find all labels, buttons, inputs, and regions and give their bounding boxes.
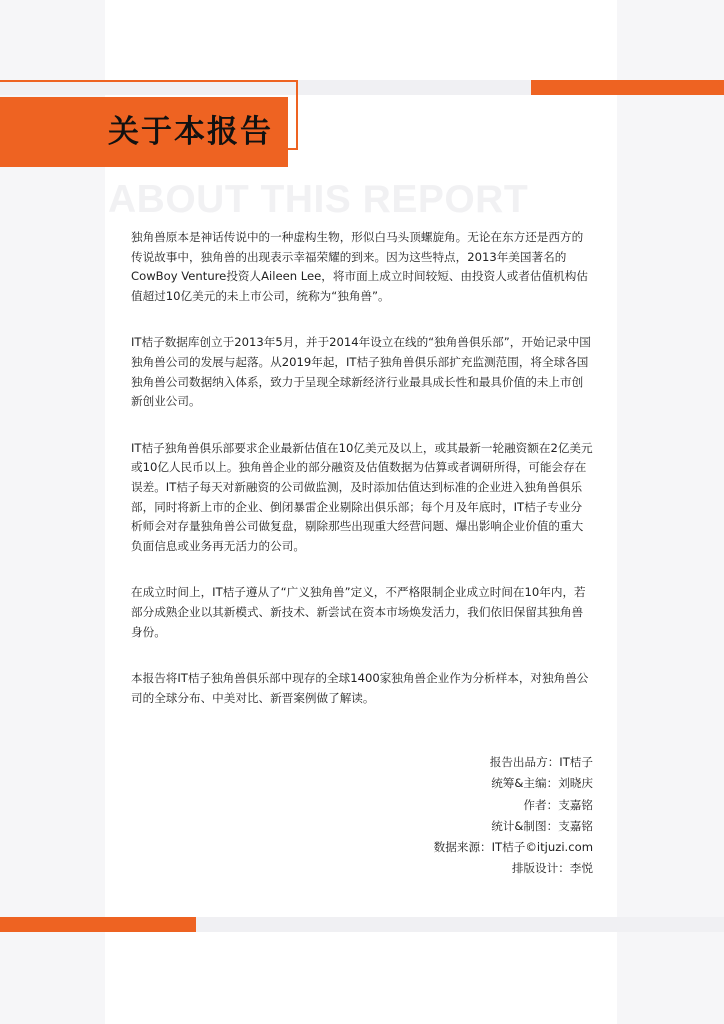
paragraph: IT桔子独角兽俱乐部要求企业最新估值在10亿美元及以上，或其最新一轮融资额在2亿美元或10亿人民币以上。独角兽企业的部分融资及估值数据为估算或者调研所得，可能会存在误差。IT桔子每天对新融资的公司做监测，及时添加估值达到标准的企业进入独角兽俱乐部，同时将新上市的企业、倒闭暴雷企业剔除出俱乐部；每个月及年底时，IT桔子专业分析师会对存量独角兽公司做复盘，剔除那些出现重大经营问题、爆出影响企业价值的重大负面信息或业务再无活力的公司。 [131, 440, 593, 553]
paragraph: 独角兽原本是神话传说中的一种虚构生物，形似白马头顶螺旋角。无论在东方还是西方的传说故事中，独角兽的出现表示幸福荣耀的到来。因为这些特点，2013年美国著名的CowBoy Venture投资人Aileen Lee，将市面上成立时间较短、由投资人或者估值机构估值超过10亿美元的未上市公司，统称为“独角兽”。 [131, 230, 588, 303]
credit-data-source: 数据来源：IT桔子©itjuzi.com [433, 840, 593, 855]
credit-author: 作者：支嘉铭 [523, 797, 593, 812]
title-watermark: ABOUT THIS REPORT [108, 178, 529, 221]
credit-editor: 统筹&主编：刘晓庆 [491, 776, 593, 791]
credit-layout-design: 排版设计：李悦 [511, 861, 593, 876]
page-title: 关于本报告 [108, 114, 273, 150]
paragraph: IT桔子数据库创立于2013年5月，并于2014年设立在线的“独角兽俱乐部”，开始记录中国独角兽公司的发展与起落。从2019年起，IT桔子独角兽俱乐部扩充监测范围，将全球各国独角兽公司数据纳入体系，致力于呈现全球新经济行业最具成长性和最具价值的未上市创新创业公司。 [131, 335, 591, 409]
accent-bar-bottom-left [0, 917, 196, 932]
credit-charts: 统计&制图：支嘉铭 [491, 818, 593, 833]
report-body [131, 228, 593, 735]
credit-publisher: 报告出品方：IT桔子 [489, 755, 593, 769]
paragraph: 本报告将IT桔子独角兽俱乐部中现存的全球1400家独角兽企业作为分析样本，对独角兽公司的全球分布、中美对比、新晋案例做了解读。 [131, 671, 589, 705]
accent-bar-top-right [531, 80, 724, 95]
paragraph: 在成立时间上，IT桔子遵从了“广义独角兽”定义，不严格限制企业成立时间在10年内，若部分成熟企业以其新模式、新技术、新尝试在资本市场焕发活力，我们依旧保留其独角兽身份。 [131, 585, 586, 639]
credits-block [434, 752, 593, 880]
